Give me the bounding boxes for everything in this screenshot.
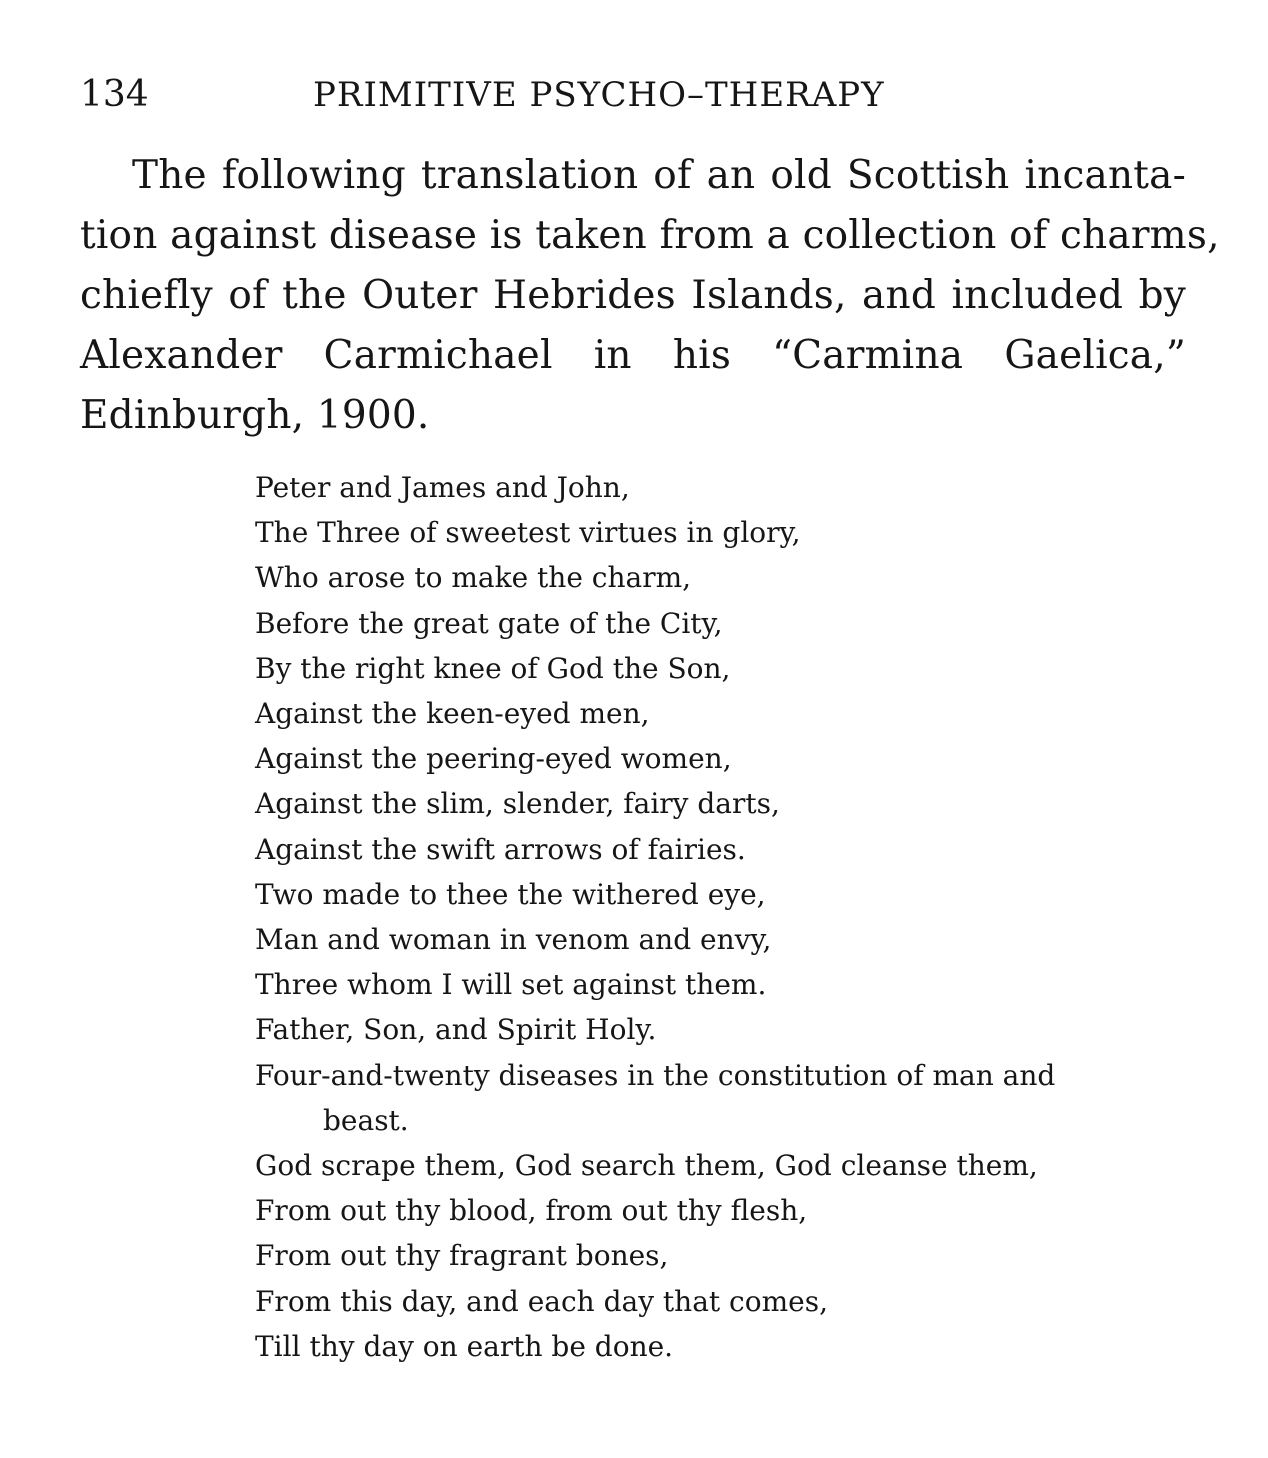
verse-line-wrapped [255, 1053, 1115, 1143]
verse-line: Father, Son, and Spirit Holy. [255, 1013, 657, 1047]
verse-line: Against the peering-eyed women, [255, 742, 732, 776]
intro-paragraph [80, 146, 1220, 446]
verse-line: Four-and-twenty diseases in the constitution of man and [255, 1058, 1056, 1092]
incantation-verse [255, 465, 1115, 1369]
verse-line: God scrape them, God search them, God cleanse them, [255, 1149, 1038, 1183]
verse-line: Against the slim, slender, fairy darts, [255, 787, 780, 821]
page-number: 134 [80, 74, 149, 115]
verse-line: From out thy blood, from out thy flesh, [255, 1194, 808, 1228]
verse-line: From out thy fragrant bones, [255, 1239, 669, 1273]
verse-line: The Three of sweetest virtues in glory, [255, 516, 801, 550]
verse-line: From this day, and each day that comes, [255, 1284, 828, 1318]
verse-line: Peter and James and John, [255, 471, 630, 504]
running-title: PRIMITIVE PSYCHO–THERAPY [313, 75, 885, 115]
verse-line: Three whom I will set against them. [255, 968, 767, 1002]
verse-line: Two made to thee the withered eye, [255, 877, 766, 911]
verse-line: Against the keen-eyed men, [255, 697, 650, 731]
verse-line-continuation: beast. [323, 1103, 409, 1137]
verse-line: Who arose to make the charm, [255, 561, 692, 595]
paragraph-line: The following translation of an old Scottish incanta- [132, 153, 1186, 198]
verse-line: Before the great gate of the City, [255, 606, 723, 640]
verse-line: Till thy day on earth be done. [255, 1329, 674, 1363]
verse-line: By the right knee of God the Son, [255, 651, 731, 685]
paragraph-line: Alexander Carmichael in his “Carmina Gaelica,” [80, 333, 1186, 378]
running-head [80, 70, 1190, 120]
paragraph-line: chiefly of the Outer Hebrides Islands, and included by [80, 273, 1186, 318]
verse-line: Man and woman in venom and envy, [255, 923, 772, 957]
paragraph-line: Edinburgh, 1900. [80, 393, 430, 438]
verse-line: Against the swift arrows of fairies. [255, 832, 746, 866]
paragraph-line: tion against disease is taken from a collection of charms, [80, 213, 1220, 258]
